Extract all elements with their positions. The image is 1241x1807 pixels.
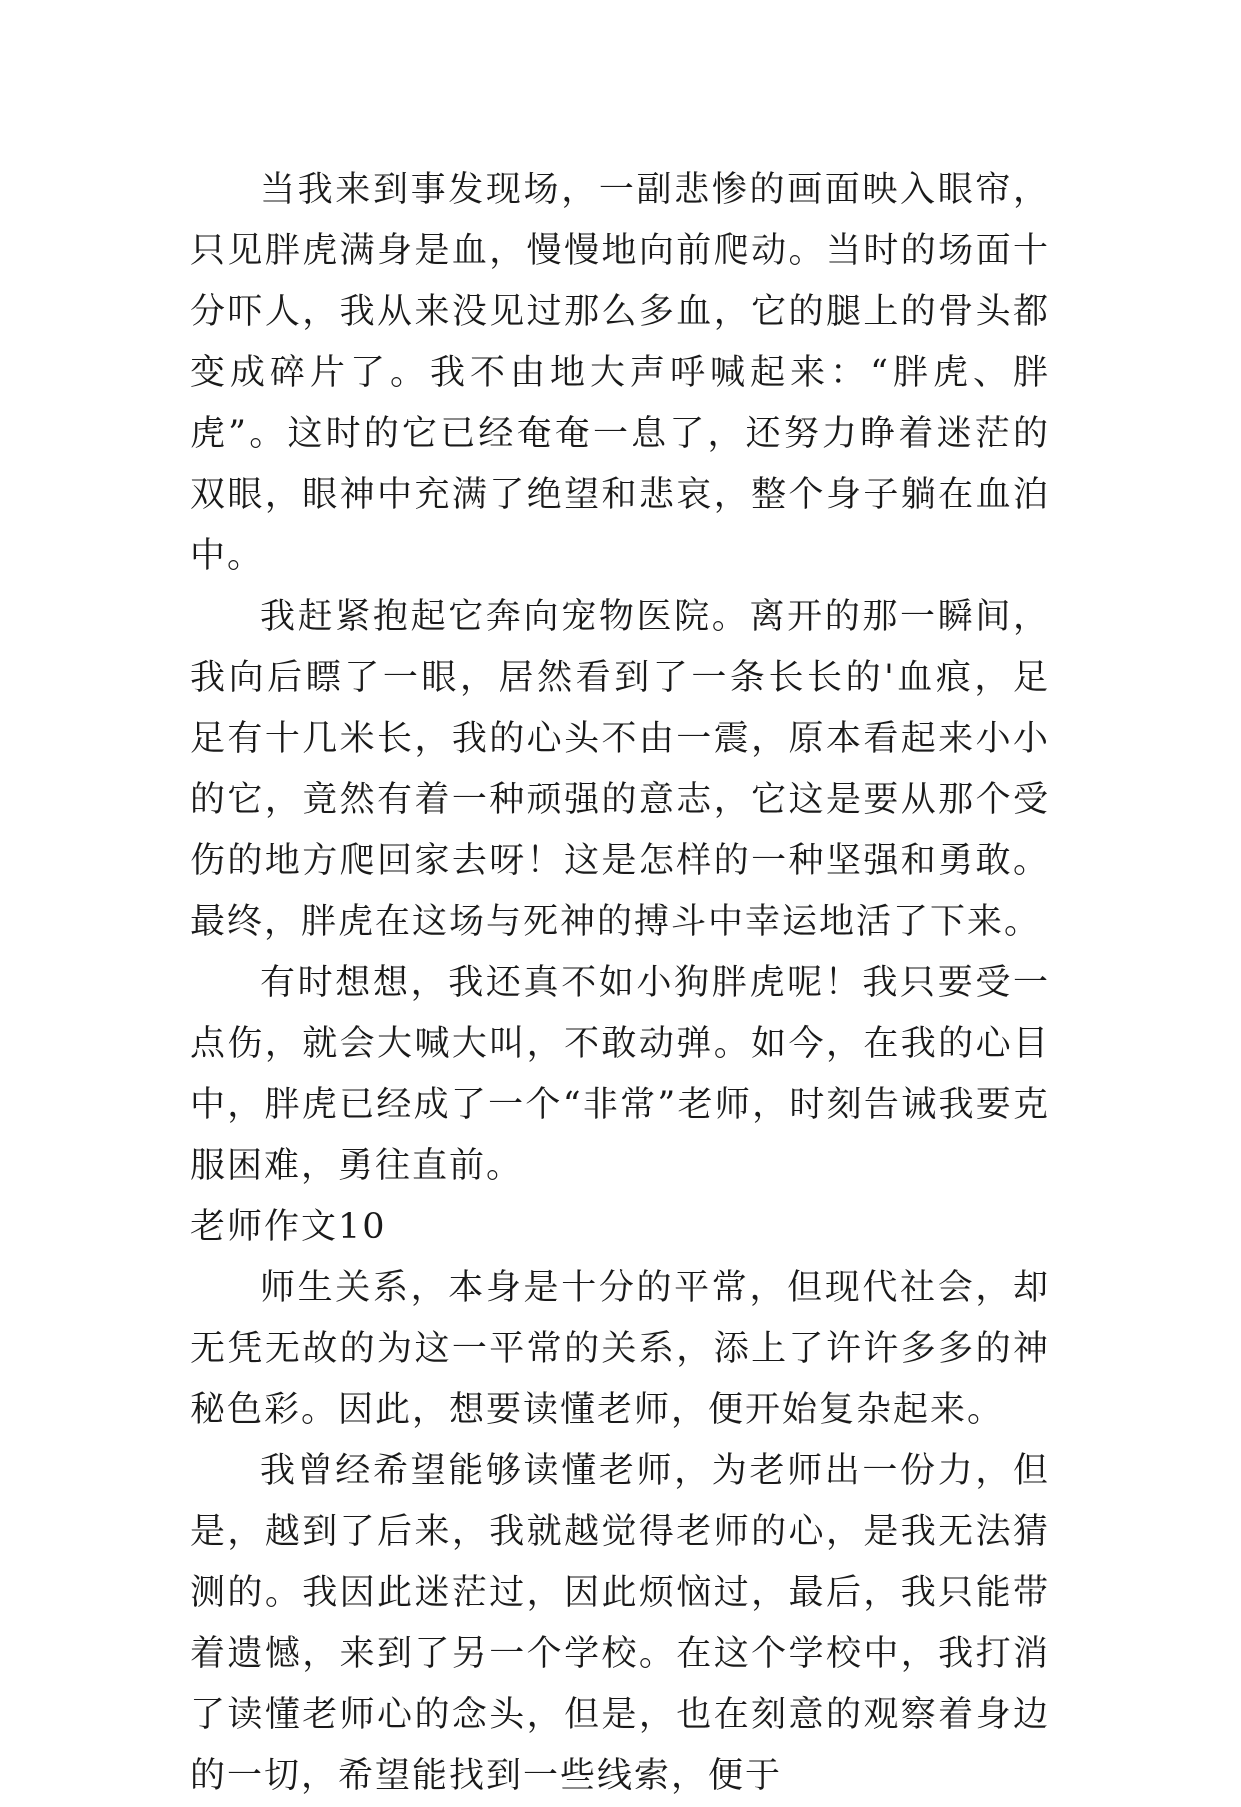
- section-heading: 老师作文10: [190, 1207, 387, 1247]
- paragraph-reflection: 有时想想，我还真不如小狗胖虎呢！我只要受一点伤，就会大喊大叫，不敢动弹。如今，在我的心目中，胖虎已经成了一个“非常”老师，时刻告诫我要克服困难，勇往直前。: [190, 963, 1050, 1186]
- paragraph-understanding-teacher: 我曾经希望能够读懂老师，为老师出一份力，但是，越到了后来，我就越觉得老师的心，是我无法猜测的。我因此迷茫过，因此烦恼过，最后，我只能带着遗憾，来到了另一个学校。在这个学校中，我打消了读懂老师心的念头，但是，也在刻意的观察着身边的一切，希望能找到一些线索，便于: [190, 1451, 1050, 1796]
- paragraph-hospital: 我赶紧抱起它奔向宠物医院。离开的那一瞬间，我向后瞟了一眼，居然看到了一条长长的'血痕，足足有十几米长，我的心头不由一震，原本看起来小小的它，竟然有着一种顽强的意志，它这是要从那个受伤的地方爬回家去呀！这是怎样的一种坚强和勇敢。最终，胖虎在这场与死神的搏斗中幸运地活了下来。: [190, 597, 1050, 942]
- paragraph-scene: 当我来到事发现场，一副悲惨的画面映入眼帘，只见胖虎满身是血，慢慢地向前爬动。当时的场面十分吓人，我从来没见过那么多血，它的腿上的骨头都变成碎片了。我不由地大声呼喊起来：“胖虎、胖虎”。这时的它已经奄奄一息了，还努力睁着迷茫的双眼，眼神中充满了绝望和悲哀，整个身子躺在血泊中。: [190, 170, 1050, 576]
- paragraph-teacher-relation: 师生关系，本身是十分的平常，但现代社会，却无凭无故的为这一平常的关系，添上了许许多多的神秘色彩。因此，想要读懂老师，便开始复杂起来。: [190, 1268, 1050, 1430]
- document-body: [190, 160, 1050, 1807]
